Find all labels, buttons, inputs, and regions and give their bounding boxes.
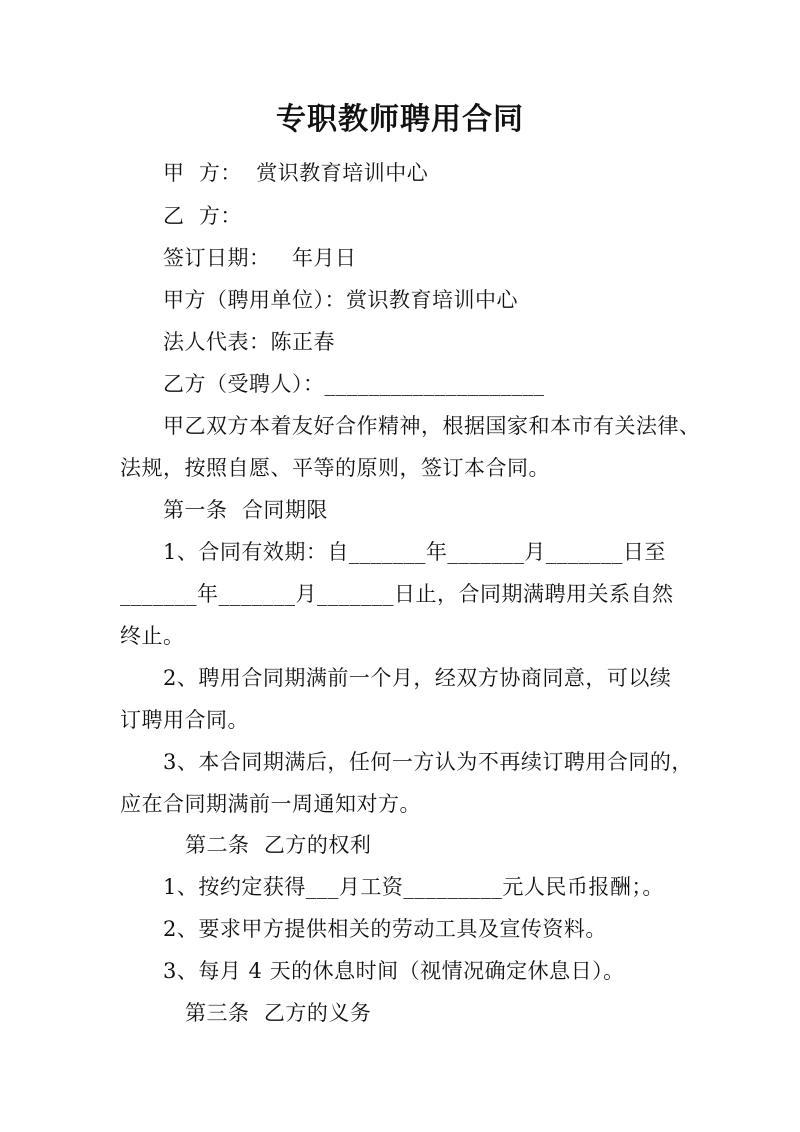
document-title: 专职教师聘用合同 <box>276 102 524 137</box>
article-1-clause-3-line-2: 应在合同期满前一周通知对方。 <box>120 792 421 816</box>
article-1-clause-3-line-1: 3、本合同期满后，任何一方认为不再续订聘用合同的， <box>163 750 693 774</box>
employer-line: 甲方（聘用单位）：赏识教育培训中心 <box>163 288 518 312</box>
preamble-line-2: 法规，按照自愿、平等的原则，签订本合同。 <box>120 456 550 480</box>
article-2-clause-2: 2、要求甲方提供相关的劳动工具及宣传资料。 <box>163 917 607 941</box>
signing-date-line: 签订日期： 年月日 <box>163 246 357 270</box>
article-1-clause-2-line-2: 订聘用合同。 <box>120 708 249 732</box>
article-1-clause-1-line-2: _______年_______月_______日止，合同期满聘用关系自然 <box>120 582 674 606</box>
article-2-heading: 第二条 乙方的权利 <box>185 833 372 857</box>
article-3-heading: 第三条 乙方的义务 <box>185 1001 372 1025</box>
article-1-clause-1-line-3: 终止。 <box>120 624 185 648</box>
party-b-line: 乙 方： <box>163 204 242 228</box>
legal-representative-line: 法人代表：陈正春 <box>163 330 335 354</box>
preamble-line-1: 甲乙双方本着友好合作精神，根据国家和本市有关法律、 <box>163 414 701 438</box>
employee-line: 乙方（受聘人）：____________________ <box>163 372 545 396</box>
article-2-clause-1: 1、按约定获得___月工资_________元人民币报酬；。 <box>163 875 664 899</box>
article-1-clause-2-line-1: 2、聘用合同期满前一个月，经双方协商同意，可以续 <box>163 666 672 690</box>
article-1-heading: 第一条 合同期限 <box>163 498 328 522</box>
party-a-line: 甲 方： 赏识教育培训中心 <box>163 161 429 185</box>
article-2-clause-3: 3、每月 4 天的休息时间（视情况确定休息日）。 <box>163 959 625 983</box>
article-1-clause-1-line-1: 1、合同有效期：自_______年_______月_______日至 <box>163 540 666 564</box>
